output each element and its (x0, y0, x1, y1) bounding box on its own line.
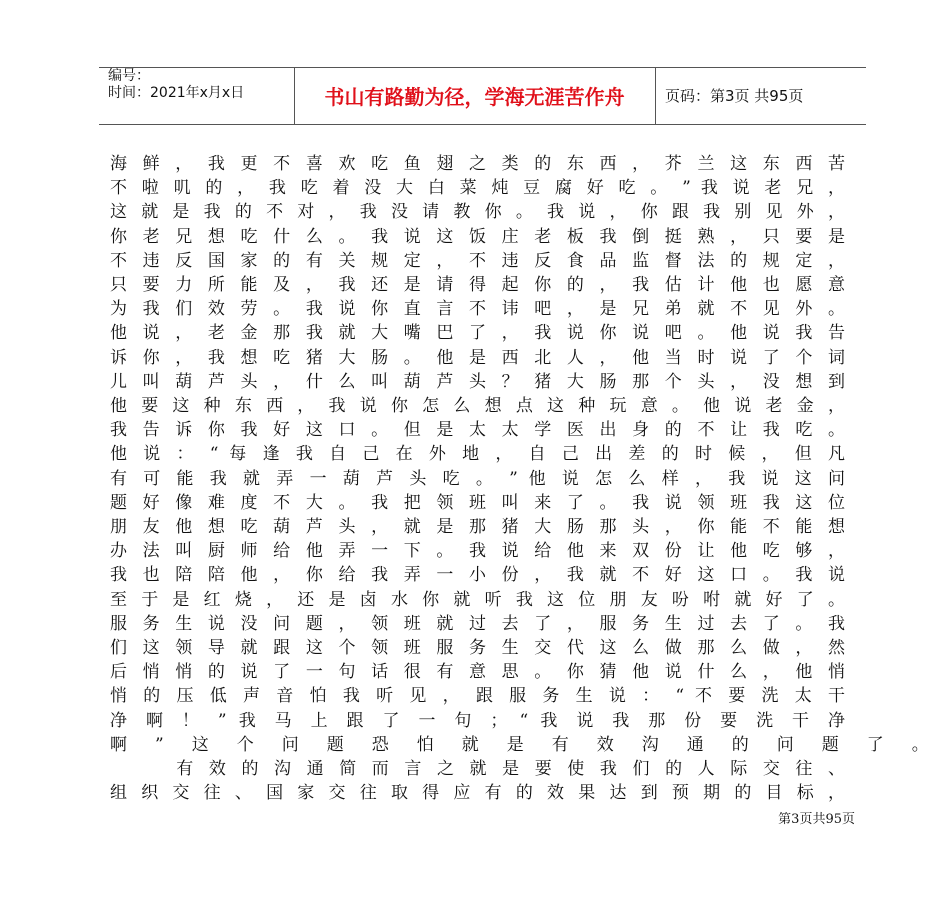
body-line: 这 就 是 我 的 不 对 ， 我 没 请 教 你 。 我 说 ， 你 跟 我 别 见 外 ， (110, 202, 845, 223)
body-line: 我 也 陪 陪 他 ， 你 给 我 弄 一 小 份 ， 我 就 不 好 这 口 。 我 说 (110, 565, 845, 586)
body-line: 至 于 是 红 烧 ， 还 是 卤 水 你 就 听 我 这 位 朋 友 吩 咐 就 好 了 。 (110, 589, 845, 610)
body-line: 悄 的 压 低 声 音 怕 我 听 见 ， 跟 服 务 生 说 ： “ 不 要 洗 太 干 (110, 686, 845, 707)
body-line: 后 悄 悄 的 说 了 一 句 话 很 有 意 思 。 你 猜 他 说 什 么 ， 他 悄 (110, 662, 845, 683)
body-line: 净 啊 ！ ” 我 马 上 跟 了 一 句 ； “ 我 说 我 那 份 要 洗 干 净 (110, 710, 845, 731)
body-line: 他 说 ， 老 金 那 我 就 大 嘴 巴 了 ， 我 说 你 说 吧 。 他 说 我 告 (110, 323, 845, 344)
body-line: 有 效 的 沟 通 简 而 言 之 就 是 要 使 我 们 的 人 际 交 往 、 (110, 759, 845, 779)
header-time-label: 时间：2021年x月x日 (108, 85, 245, 101)
header-page-label: 页码：第3页 共95页 (665, 87, 804, 105)
header-bottom-rule (99, 124, 866, 125)
body-line: 只 要 力 所 能 及 ， 我 还 是 请 得 起 你 的 ， 我 估 计 他 也 愿 意 (110, 275, 845, 295)
header-meta (108, 67, 294, 124)
body-line: 服 务 生 说 没 问 题 ， 领 班 就 过 去 了 ， 服 务 生 过 去 了 。 我 (110, 613, 845, 634)
header-number-label: 编号： (108, 68, 150, 84)
body-line: 朋 友 他 想 吃 葫 芦 头 ， 就 是 那 猪 大 肠 那 头 ， 你 能 不 能 想 (110, 517, 845, 537)
body-line: 不 违 反 国 家 的 有 关 规 定 ， 不 违 反 食 品 监 督 法 的 规 定 ， (110, 250, 845, 271)
body-line: 办 法 叫 厨 师 给 他 弄 一 下 。 我 说 给 他 来 双 份 让 他 吃 够 ， (110, 541, 845, 562)
body-line: 们 这 领 导 就 跟 这 个 领 班 服 务 生 交 代 这 么 做 那 么 做 ， 然 (110, 638, 845, 658)
header-divider-2 (655, 67, 656, 124)
body-line: 组 织 交 往 、 国 家 交 往 取 得 应 有 的 效 果 达 到 预 期 的 目 标 ， (110, 783, 845, 804)
body-line: 不 啦 叽 的 ， 我 吃 着 没 大 白 菜 炖 豆 腐 好 吃 。 ” 我 说 老 兄 ， (110, 178, 845, 199)
body-line: 诉 你 ， 我 想 吃 猪 大 肠 。 他 是 西 北 人 ， 他 当 时 说 了 个 词 (110, 347, 845, 368)
body-line: 你 老 兄 想 吃 什 么 。 我 说 这 饭 庄 老 板 我 倒 挺 熟 ， 只 要 是 (110, 226, 845, 247)
body-line: 他 要 这 种 东 西 ， 我 说 你 怎 么 想 点 这 种 玩 意 。 他 说 老 金 ， (110, 396, 845, 416)
body-line: 儿 叫 葫 芦 头 ， 什 么 叫 葫 芦 头 ？ 猪 大 肠 那 个 头 ， 没 想 到 (110, 371, 845, 392)
body-line: 他 说 ： “ 每 逢 我 自 己 在 外 地 ， 自 己 出 差 的 时 候 ， 但 凡 (110, 444, 845, 465)
footer-page-number: 第3页共95页 (778, 812, 855, 827)
body-line: 海 鲜 ， 我 更 不 喜 欢 吃 鱼 翅 之 类 的 东 西 ， 芥 兰 这 东 西 苦 (110, 154, 845, 174)
body-line: 啊 ” 这 个 问 题 恐 怕 就 是 有 效 沟 通 的 问 题 了 。 (110, 734, 941, 755)
body-line: 我 告 诉 你 我 好 这 口 。 但 是 太 太 学 医 出 身 的 不 让 我 吃 。 (110, 420, 845, 441)
header-motto: 书山有路勤为径，学海无涯苦作舟 (324, 85, 625, 109)
body-line: 为 我 们 效 劳 。 我 说 你 直 言 不 讳 吧 ， 是 兄 弟 就 不 见 外 。 (110, 299, 845, 320)
body-line: 题 好 像 难 度 不 大 。 我 把 领 班 叫 来 了 。 我 说 领 班 我 这 位 (110, 492, 845, 513)
body-line: 有 可 能 我 就 弄 一 葫 芦 头 吃 。 ” 他 说 怎 么 样 ， 我 说 这 问 (110, 468, 845, 489)
